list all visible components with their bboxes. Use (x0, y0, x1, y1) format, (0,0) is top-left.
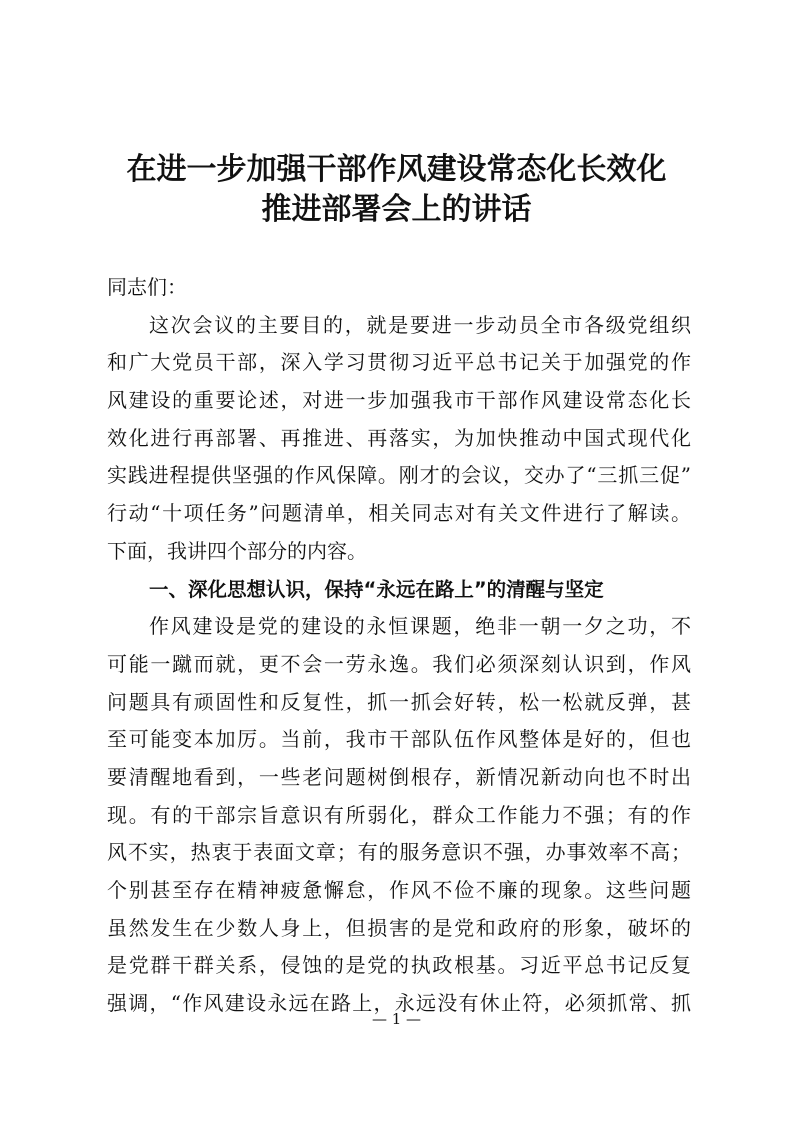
text-line: 要清醒地看到，一些老问题树倒根存，新情况新动向也不时出 (107, 764, 691, 789)
text-line: 行动“十项任务”问题清单，相关同志对有关文件进行了解读。 (107, 501, 691, 526)
text-line: 至可能变本加厉。当前，我市干部队伍作风整体是好的，但也 (107, 727, 691, 752)
text-line: 风建设的重要论述，对进一步加强我市干部作风建设常态化长 (107, 388, 691, 413)
salutation: 同志们： (107, 275, 187, 299)
text-line: 现。有的干部宗旨意识有所弱化，群众工作能力不强；有的作 (107, 802, 691, 827)
text-line: 风不实，热衷于表面文章；有的服务意识不强，办事效率不高； (107, 840, 691, 865)
text-line: 下面，我讲四个部分的内容。 (107, 538, 367, 563)
text-line: 可能一蹴而就，更不会一劳永逸。我们必须深刻认识到，作风 (107, 651, 691, 676)
text-line: 问题具有顽固性和反复性，抓一抓会好转，松一松就反弹，甚 (107, 689, 691, 714)
text-line: 和广大党员干部，深入学习贯彻习近平总书记关于加强党的作 (107, 350, 691, 375)
document-body (107, 269, 691, 1023)
text-line: 作风建设是党的建设的永恒课题，绝非一朝一夕之功，不 (149, 614, 691, 639)
text-line: 个别甚至存在精神疲惫懈怠，作风不俭不廉的现象。这些问题 (107, 878, 691, 902)
section-heading: 一、深化思想认识，保持“永远在路上”的清醒与坚定 (149, 577, 604, 601)
document-title-line-1: 在进一步加强干部作风建设常态化长效化 (126, 152, 667, 187)
text-line: 这次会议的主要目的，就是要进一步动员全市各级党组织 (149, 312, 691, 337)
text-line: 实践进程提供坚强的作风保障。刚才的会议，交办了“三抓三促” (107, 463, 691, 488)
text-line: 虽然发生在少数人身上，但损害的是党和政府的形象，破坏的 (107, 915, 691, 940)
text-line: 强调，“作风建设永远在路上，永远没有休止符，必须抓常、抓 (107, 991, 691, 1016)
document-title-line-2: 推进部署会上的讲话 (261, 192, 532, 227)
text-line: 效化进行再部署、再推进、再落实，为加快推动中国式现代化 (107, 425, 691, 450)
text-line: 是党群干群关系，侵蚀的是党的执政根基。习近平总书记反复 (107, 953, 691, 978)
intro-paragraph (107, 307, 691, 571)
section-paragraph (107, 608, 691, 1023)
page-number: — 1 — (371, 1010, 422, 1028)
